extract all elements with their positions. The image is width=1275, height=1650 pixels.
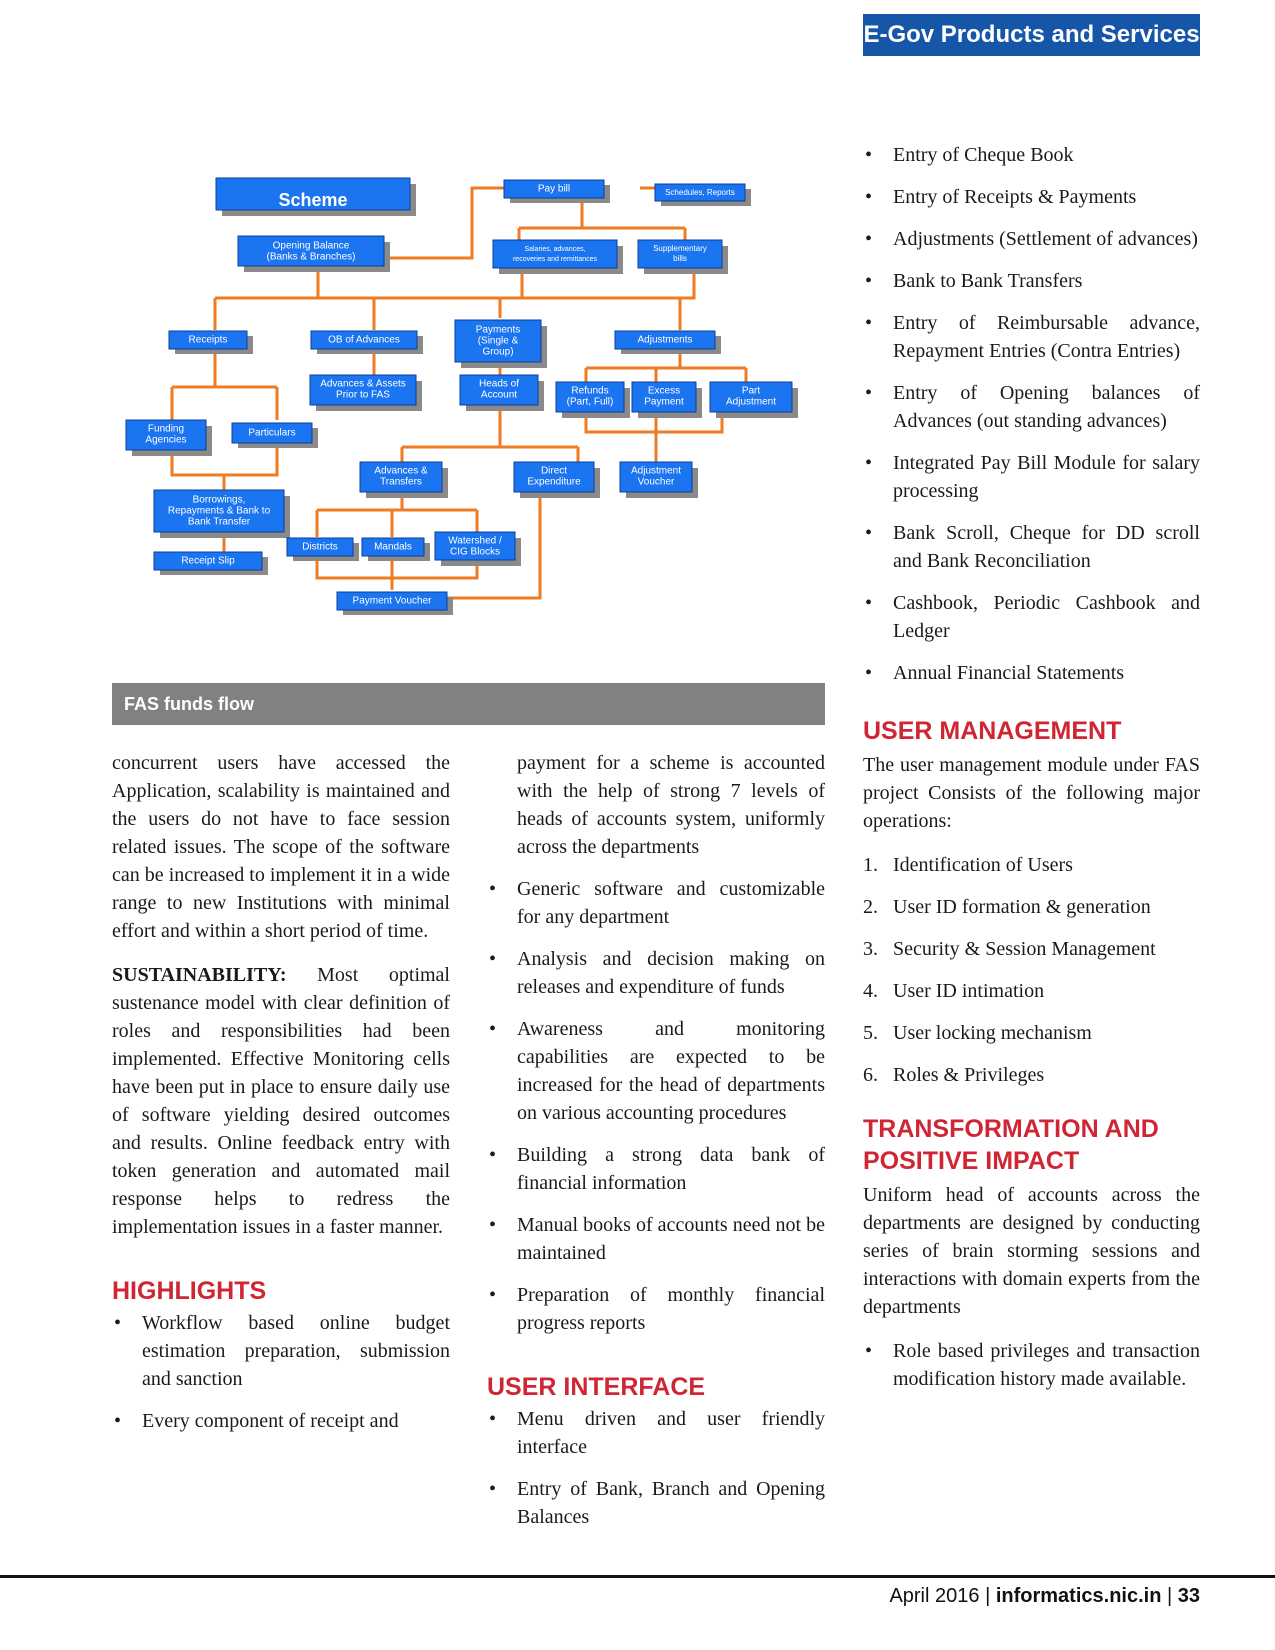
node-adjustment-voucher	[620, 462, 698, 498]
list-item: • Analysis and decision making on releases and expenditure of funds	[487, 945, 825, 1001]
node-ob-advances	[311, 331, 423, 354]
list-item-continuation: payment for a scheme is accounted with the help of strong 7 levels of heads of accounts system, uniformly across the departments	[517, 752, 825, 858]
svg-text:Part: Part	[741, 385, 761, 397]
svg-text:Receipts: Receipts	[188, 334, 228, 346]
node-adjustments	[615, 331, 721, 354]
node-particulars	[232, 423, 318, 448]
node-part-adjustment	[710, 382, 798, 418]
list-item: • Entry of Reimbursable advance, Repayment Entries (Contra Entries)	[863, 309, 1200, 365]
user-management-intro: The user management module under FAS project Consists of the following major operations:	[863, 754, 1200, 832]
svg-text:Payment Voucher: Payment Voucher	[352, 595, 432, 607]
node-heads-of-account	[460, 375, 544, 411]
node-mandals	[362, 538, 430, 561]
transformation-heading: TRANSFORMATION AND POSITIVE IMPACT	[863, 1115, 1159, 1175]
sustainability-label: SUSTAINABILITY:	[112, 964, 287, 986]
list-item: • Manual books of accounts need not be maintained	[487, 1211, 825, 1267]
svg-text:Adjustments: Adjustments	[637, 334, 693, 346]
node-borrowings	[154, 490, 290, 538]
svg-text:Payments: Payments	[475, 324, 521, 336]
node-funding-agencies	[126, 420, 212, 456]
svg-text:Districts: Districts	[302, 541, 338, 553]
list-item: 5. User locking mechanism	[863, 1022, 1092, 1044]
list-item: • Integrated Pay Bill Module for salary processing	[863, 449, 1200, 505]
node-receipt-slip	[154, 552, 268, 575]
svg-text:Group): Group)	[482, 346, 514, 358]
transformation-paragraph: Uniform head of accounts across the departments are designed by conducting series of brain storming sessions and interactions with domain experts from the departments	[863, 1184, 1200, 1318]
list-item: 2. User ID formation & generation	[863, 896, 1151, 918]
list-item: • Entry of Receipts & Payments	[863, 183, 1200, 211]
svg-text:Adjustment: Adjustment	[725, 396, 777, 408]
svg-text:(Single &: (Single &	[477, 335, 519, 347]
svg-text:(Part, Full): (Part, Full)	[566, 396, 614, 408]
node-watershed	[435, 532, 521, 566]
list-item: 4. User ID intimation	[863, 980, 1045, 1002]
list-item: • Adjustments (Settlement of advances)	[863, 225, 1200, 253]
node-scheme-label: Scheme	[278, 189, 348, 210]
svg-text:Pay bill: Pay bill	[537, 183, 571, 195]
list-item: • Cashbook, Periodic Cashbook and Ledger	[863, 589, 1200, 645]
node-pay-bill	[504, 180, 610, 203]
node-receipts	[169, 331, 253, 354]
list-item: • Menu driven and user friendly interface	[487, 1405, 825, 1461]
node-districts	[287, 538, 359, 561]
intro-paragraph: concurrent users have accessed the Application, scalability is maintained and the users do not have to face session related issues. The scope of the software can be increased to implement it in a wide range to new Institutions with minimal effort and within a short period of time.	[112, 752, 450, 942]
svg-text:Receipt Slip: Receipt Slip	[181, 555, 235, 567]
svg-text:Refunds: Refunds	[571, 385, 609, 397]
list-item: • Awareness and monitoring capabilities are expected to be increased for the head of departments on various accounting procedures	[487, 1015, 825, 1127]
svg-text:Watershed /: Watershed /	[448, 535, 502, 547]
funds-flow-diagram	[112, 170, 825, 670]
svg-text:Expenditure: Expenditure	[527, 476, 581, 488]
column-2	[487, 749, 825, 1545]
node-schedules-reports	[655, 184, 751, 206]
footer-site: informatics.nic.in	[995, 1585, 1162, 1607]
svg-text:Payment: Payment	[644, 396, 684, 408]
svg-text:Salaries, advances,: Salaries, advances,	[524, 245, 586, 253]
svg-text:Heads of: Heads of	[478, 378, 520, 390]
footer-rule	[0, 1575, 1275, 1578]
svg-text:Adjustment: Adjustment	[630, 465, 682, 477]
column-3	[863, 141, 1200, 1407]
svg-text:bills: bills	[673, 254, 687, 264]
svg-text:Schedules, Reports: Schedules, Reports	[665, 188, 735, 198]
node-advances-transfers	[360, 462, 448, 498]
user-management-heading: USER MANAGEMENT	[863, 717, 1122, 745]
svg-text:Advances &: Advances &	[374, 465, 428, 477]
transformation-list	[863, 1337, 1200, 1393]
list-item: • Preparation of monthly financial progress reports	[487, 1281, 825, 1337]
node-supplementary-bills	[638, 240, 728, 274]
node-excess-payment	[632, 382, 702, 418]
list-item: • Entry of Cheque Book	[863, 141, 1200, 169]
svg-text:Supplementary: Supplementary	[653, 244, 707, 254]
node-payment-voucher	[337, 592, 453, 615]
svg-text:Opening Balance: Opening Balance	[272, 240, 350, 252]
footer-separator: |	[985, 1585, 991, 1607]
diagram-nodes	[126, 178, 798, 615]
user-interface-list	[487, 1405, 825, 1531]
svg-text:Voucher: Voucher	[637, 476, 675, 488]
svg-text:recoveries and remittances: recoveries and remittances	[512, 255, 598, 263]
list-item: • Entry of Bank, Branch and Opening Balances	[487, 1475, 825, 1531]
list-item: • Building a strong data bank of financial information	[487, 1141, 825, 1197]
list-item: 1. Identification of Users	[863, 854, 1073, 876]
node-opening-balance	[238, 236, 390, 272]
svg-text:Agencies: Agencies	[145, 434, 187, 446]
sustainability-text: Most optimal sustenance model with clear definition of roles and responsibilities had been implemented. Effective Monitoring cells have been put in place to ensure daily use of software yielding desired outcomes and results. Online feedback entry with token generation and automated mail response helps to redress the implementation issues in a faster manner.	[112, 964, 450, 1238]
highlights-list-continued	[487, 749, 825, 1337]
node-direct-expenditure	[514, 462, 600, 498]
highlights-list	[112, 1309, 450, 1435]
svg-text:Account: Account	[480, 389, 518, 401]
user-interface-heading: USER INTERFACE	[487, 1373, 706, 1401]
svg-text:Borrowings,: Borrowings,	[192, 494, 246, 506]
section-header: E-Gov Products and Services	[863, 14, 1200, 56]
column-1	[112, 749, 450, 1449]
user-management-list	[863, 851, 1200, 1089]
list-item: • Workflow based online budget estimation preparation, submission and sanction	[112, 1309, 450, 1393]
page-number: 33	[1177, 1585, 1200, 1607]
list-item: • Every component of receipt and	[112, 1407, 450, 1435]
list-item: • Bank Scroll, Cheque for DD scroll and Bank Reconciliation	[863, 519, 1200, 575]
node-advances-assets	[310, 375, 422, 411]
node-refunds	[556, 382, 630, 418]
sustainability-paragraph	[112, 961, 450, 1241]
svg-text:Repayments & Bank to: Repayments & Bank to	[167, 505, 271, 517]
list-item: • Annual Financial Statements	[863, 659, 1200, 687]
node-scheme	[216, 178, 416, 216]
svg-text:Funding: Funding	[147, 423, 185, 435]
svg-text:CIG Blocks: CIG Blocks	[449, 546, 501, 558]
svg-text:Mandals: Mandals	[374, 541, 412, 553]
user-interface-list-continued	[863, 141, 1200, 687]
highlights-heading: HIGHLIGHTS	[112, 1277, 267, 1305]
svg-text:Prior to FAS: Prior to FAS	[336, 389, 390, 401]
svg-text:(Banks & Branches): (Banks & Branches)	[266, 251, 356, 263]
footer-separator: |	[1166, 1585, 1173, 1607]
list-item: • Generic software and customizable for any department	[487, 875, 825, 931]
svg-text:Bank Transfer: Bank Transfer	[187, 516, 251, 528]
svg-text:Excess: Excess	[647, 385, 681, 397]
svg-text:OB of Advances: OB of Advances	[328, 334, 400, 346]
page-footer	[889, 1585, 1200, 1608]
figure-caption: FAS funds flow	[112, 683, 825, 725]
list-item: • Role based privileges and transaction modification history made available.	[863, 1337, 1200, 1393]
svg-text:Particulars: Particulars	[248, 427, 296, 439]
list-item: • Bank to Bank Transfers	[863, 267, 1200, 295]
list-item: 3. Security & Session Management	[863, 938, 1156, 960]
list-item: • Entry of Opening balances of Advances (out standing advances)	[863, 379, 1200, 435]
footer-date: April 2016	[889, 1585, 980, 1607]
svg-text:Advances & Assets: Advances & Assets	[320, 378, 406, 390]
node-payments	[455, 320, 547, 368]
list-item: 6. Roles & Privileges	[863, 1064, 1045, 1086]
svg-text:Transfers: Transfers	[380, 476, 422, 488]
svg-text:Direct: Direct	[540, 465, 568, 477]
node-salaries	[493, 240, 623, 274]
